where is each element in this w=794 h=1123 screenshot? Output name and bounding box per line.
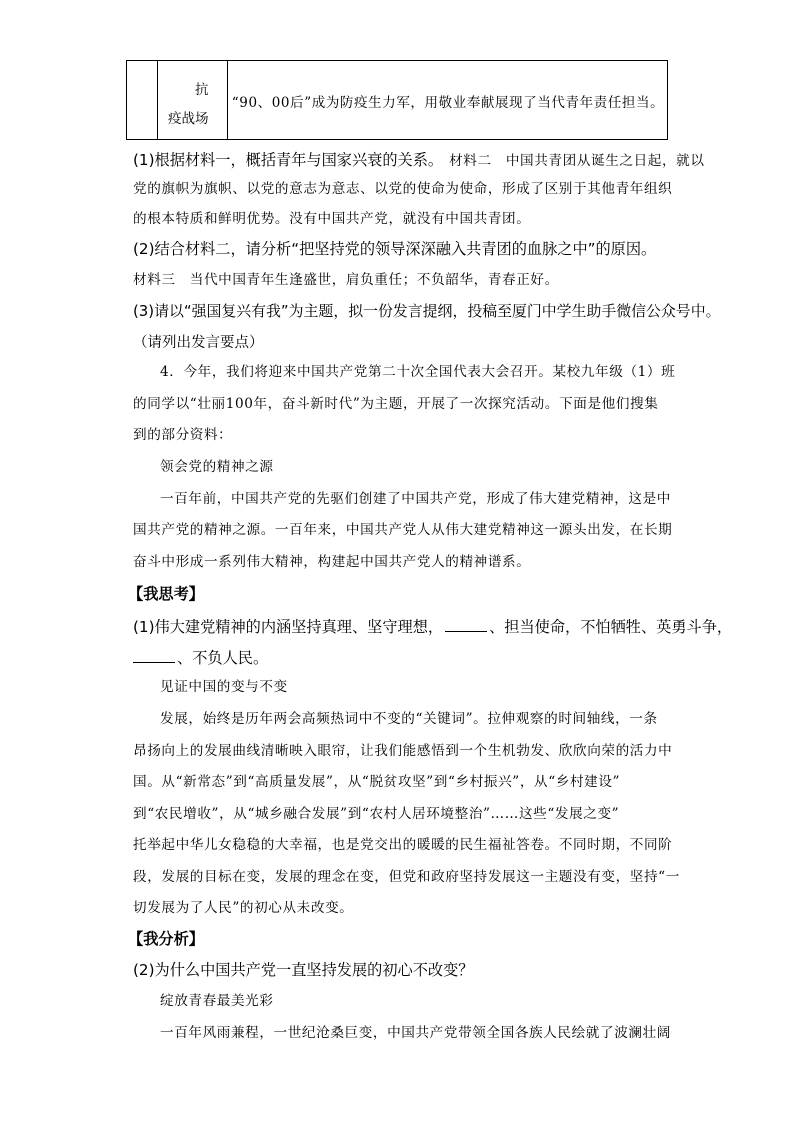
- question-1-line: [133, 152, 705, 169]
- section-paragraph: 托举起中华儿女稳稳的大幸福，也是党交出的暖暖的民生福祉答卷。不同时期，不同阶: [133, 837, 673, 853]
- section-paragraph: 奋斗中形成一系列伟大精神，构建起中国共产党人的精神谱系。: [133, 554, 531, 570]
- question-3-note: （请列出发言要点）: [133, 335, 264, 351]
- section-paragraph: 国。从“新常态”到“高质量发展”，从“脱贫攻坚”到“乡村振兴”，从“乡村建设”: [133, 774, 621, 790]
- table-divider: [227, 61, 228, 139]
- section-paragraph: 一百年风雨兼程，一世纪沧桑巨变，中国共产党带领全国各族人民绘就了波澜壮阔: [160, 1025, 671, 1041]
- question-text: (1)伟大建党精神的内涵坚持真理、坚守理想，: [133, 618, 444, 636]
- question-text: 、担当使命，不怕牺牲、英勇斗争，: [489, 618, 733, 636]
- section-title: 绽放青春最美光彩: [160, 993, 274, 1009]
- heading-think: 【我思考】: [128, 585, 204, 603]
- table-cell-text: “90、00后”成为防疫生力军，用敬业奉献展现了当代青年责任担当。: [231, 95, 665, 111]
- section-paragraph: 昂扬向上的发展曲线清晰映入眼帘，让我们能感悟到一个生机勃发、欣欣向荣的活力中: [133, 743, 673, 759]
- material-2-text: 党的旗帜为旗帜、以党的意志为意志、以党的使命为使命，形成了区别于其他青年组织: [133, 181, 673, 197]
- question-4-intro: 4．今年，我们将迎来中国共产党第二十次全国代表大会召开。某校九年级（1）班: [160, 364, 676, 380]
- table-label-line: 疫战场: [168, 111, 209, 127]
- section-paragraph: 到“农民增收”，从“城乡融合发展”到“农村人居环境整治”……这些“发展之变”: [133, 806, 620, 822]
- question-4-1-cont: [133, 649, 268, 666]
- question-4-intro: 到的部分资料：: [133, 427, 233, 443]
- material-2-text: 的根本特质和鲜明优势。没有中国共产党，就没有中国共青团。: [133, 211, 531, 227]
- question-4-2: (2)为什么中国共产党一直坚持发展的初心不改变？: [133, 961, 474, 979]
- question-3: (3)请以“强国复兴有我”为主题，拟一份发言提纲，投稿至厦门中学生助手微信公众号中。: [133, 302, 721, 320]
- question-text: 、不负人民。: [177, 649, 269, 667]
- section-paragraph: 国共产党的精神之源。一百年来，中国共产党人从伟大建党精神这一源头出发，在长期: [133, 522, 673, 538]
- section-paragraph: 一百年前，中国共产党的先驱们创建了中国共产党，形成了伟大建党精神，这是中: [160, 491, 671, 507]
- section-paragraph: 发展，始终是历年两会高频热词中不变的“关键词”。拉伸观察的时间轴线，一条: [160, 711, 658, 727]
- material-2-text: 材料二 中国共青团从诞生之日起，就以: [449, 153, 705, 169]
- material-3-text: 材料三 当代中国青年生逢盛世，肩负重任；不负韶华，青春正好。: [133, 272, 559, 288]
- table-row-label: [157, 61, 227, 139]
- answer-blank[interactable]: [133, 649, 175, 663]
- section-paragraph: 切发展为了人民”的初心从未改变。: [133, 900, 354, 916]
- question-2: (2)结合材料二，请分析“把坚持党的领导深深融入共青团的血脉之中”的原因。: [133, 240, 657, 258]
- table-label-line: 抗: [195, 82, 209, 98]
- section-title: 领会党的精神之源: [160, 459, 274, 475]
- question-4-intro: 的同学以“壮丽100年，奋斗新时代”为主题，开展了一次探究活动。下面是他们搜集: [133, 396, 659, 412]
- question-1: (1)根据材料一，概括青年与国家兴衰的关系。: [133, 151, 444, 169]
- answer-blank[interactable]: [445, 618, 487, 632]
- question-4-1: [133, 618, 732, 635]
- material-table: [126, 60, 668, 140]
- section-title: 见证中国的变与不变: [160, 679, 288, 695]
- section-paragraph: 段，发展的目标在变，发展的理念在变，但党和政府坚持发展这一主题没有变，坚持“一: [133, 869, 680, 885]
- heading-analyze: 【我分析】: [128, 930, 204, 948]
